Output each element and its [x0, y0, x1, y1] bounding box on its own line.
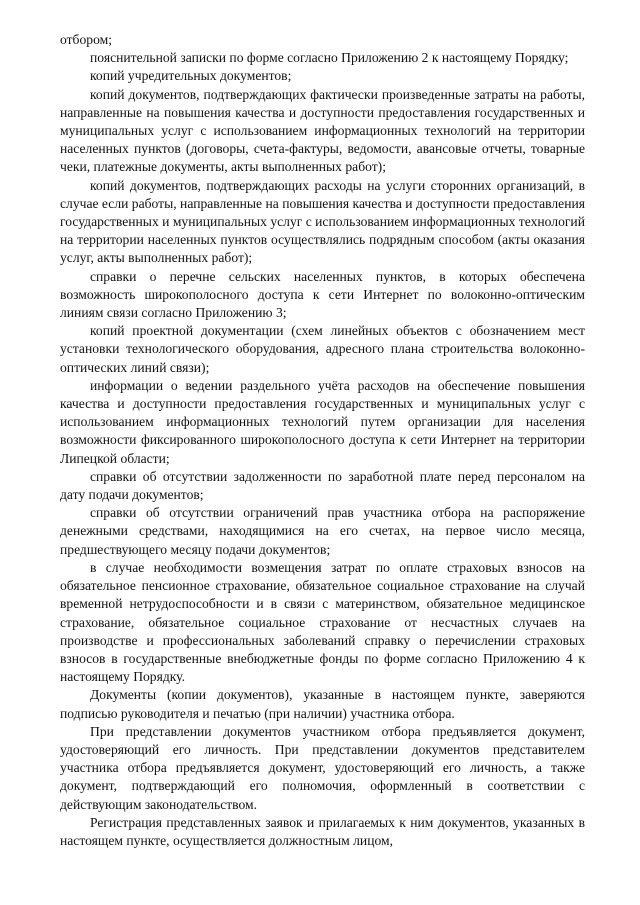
- paragraph-project-documentation: копий проектной документации (схем линейных объектов с обозначением мест установки технологического оборудования, адресного плана строительства волоконно-оптических линий связи);: [60, 323, 585, 375]
- paragraph-registration: Регистрация представленных заявок и прилагаемых к ним документов, указанных в настоящем пункте, осуществляется должностным лицом,: [60, 814, 585, 848]
- paragraph-no-account-restrictions: справки об отсутствии ограничений прав участника отбора на распоряжение денежными средствами, находящимися на его счетах, на первое число месяца, предшествующего месяцу подачи документов;: [60, 505, 585, 557]
- paragraph-cost-documents: копий документов, подтверждающих фактически произведенные затраты на работы, направленные на повышения качества и доступности предоставления государственных и муниципальных услуг с использованием информационных технологий на территории населенных пунктов (договоры, счета-фактуры, ведомости, авансовые отчеты, товарные чеки, платежные документы, акты выполненных работ);: [60, 86, 585, 175]
- paragraph-certification: Документы (копии документов), указанные в настоящем пункте, заверяются подписью руководителя и печатью (при наличии) участника отбора.: [60, 687, 585, 721]
- paragraph-third-party-services: копий документов, подтверждающих расходы на услуги сторонних организаций, в случае если работы, направленные на повышения качества и доступности предоставления государственных и муниципальных услуг с использованием информационных технологий на территории населенных пунктов осуществлялись подрядным способом (акты оказания услуг, акты выполненных работ);: [60, 177, 585, 266]
- paragraph-no-wage-debt: справки об отсутствии задолженности по заработной плате перед персоналом на дату подачи документов;: [60, 468, 585, 503]
- document-body: [60, 31, 585, 850]
- paragraph-rural-settlements-certificate: справки о перечне сельских населенных пунктов, в которых обеспечена возможность широкополосного доступа к сети Интернет по волоконно-оптическим линиям связи согласно Приложению 3;: [60, 268, 585, 321]
- paragraph-separate-accounting: информации о ведении раздельного учёта расходов на обеспечение повышения качества и доступности предоставления государственных и муниципальных услуг с использованием информационных технологий путем организации для населения возможности фиксированного широкополосного доступа к сети Интернет на территории Липецкой области;: [60, 377, 585, 466]
- paragraph-founding-documents: копий учредительных документов;: [90, 68, 292, 84]
- paragraph-explanatory-note: пояснительной записки по форме согласно Приложению 2 к настоящему Порядку;: [90, 50, 569, 66]
- paragraph-identity: При представлении документов участником отбора предъявляется документ, удостоверяющий его личность. При представлении документов представителем участника отбора предъявляется документ, удостоверяющий его личность, а также документ, подтверждающий его полномочия, оформленный в соответствии с действующим законодательством.: [60, 723, 585, 812]
- paragraph-continuation: отбором;: [60, 32, 112, 47]
- paragraph-insurance-contributions: в случае необходимости возмещения затрат по оплате страховых взносов на обязательное пенсионное страхование, обязательное социальное страхование на случай временной нетрудоспособности и в связи с материнством, обязательное медицинское страхование, обязательное социальное страхование от несчастных случаев на производстве и профессиональных заболеваний справку о перечислении страховых взносов в государственные внебюджетные фонды по форме согласно Приложению 4 к настоящему Порядку.: [60, 559, 585, 685]
